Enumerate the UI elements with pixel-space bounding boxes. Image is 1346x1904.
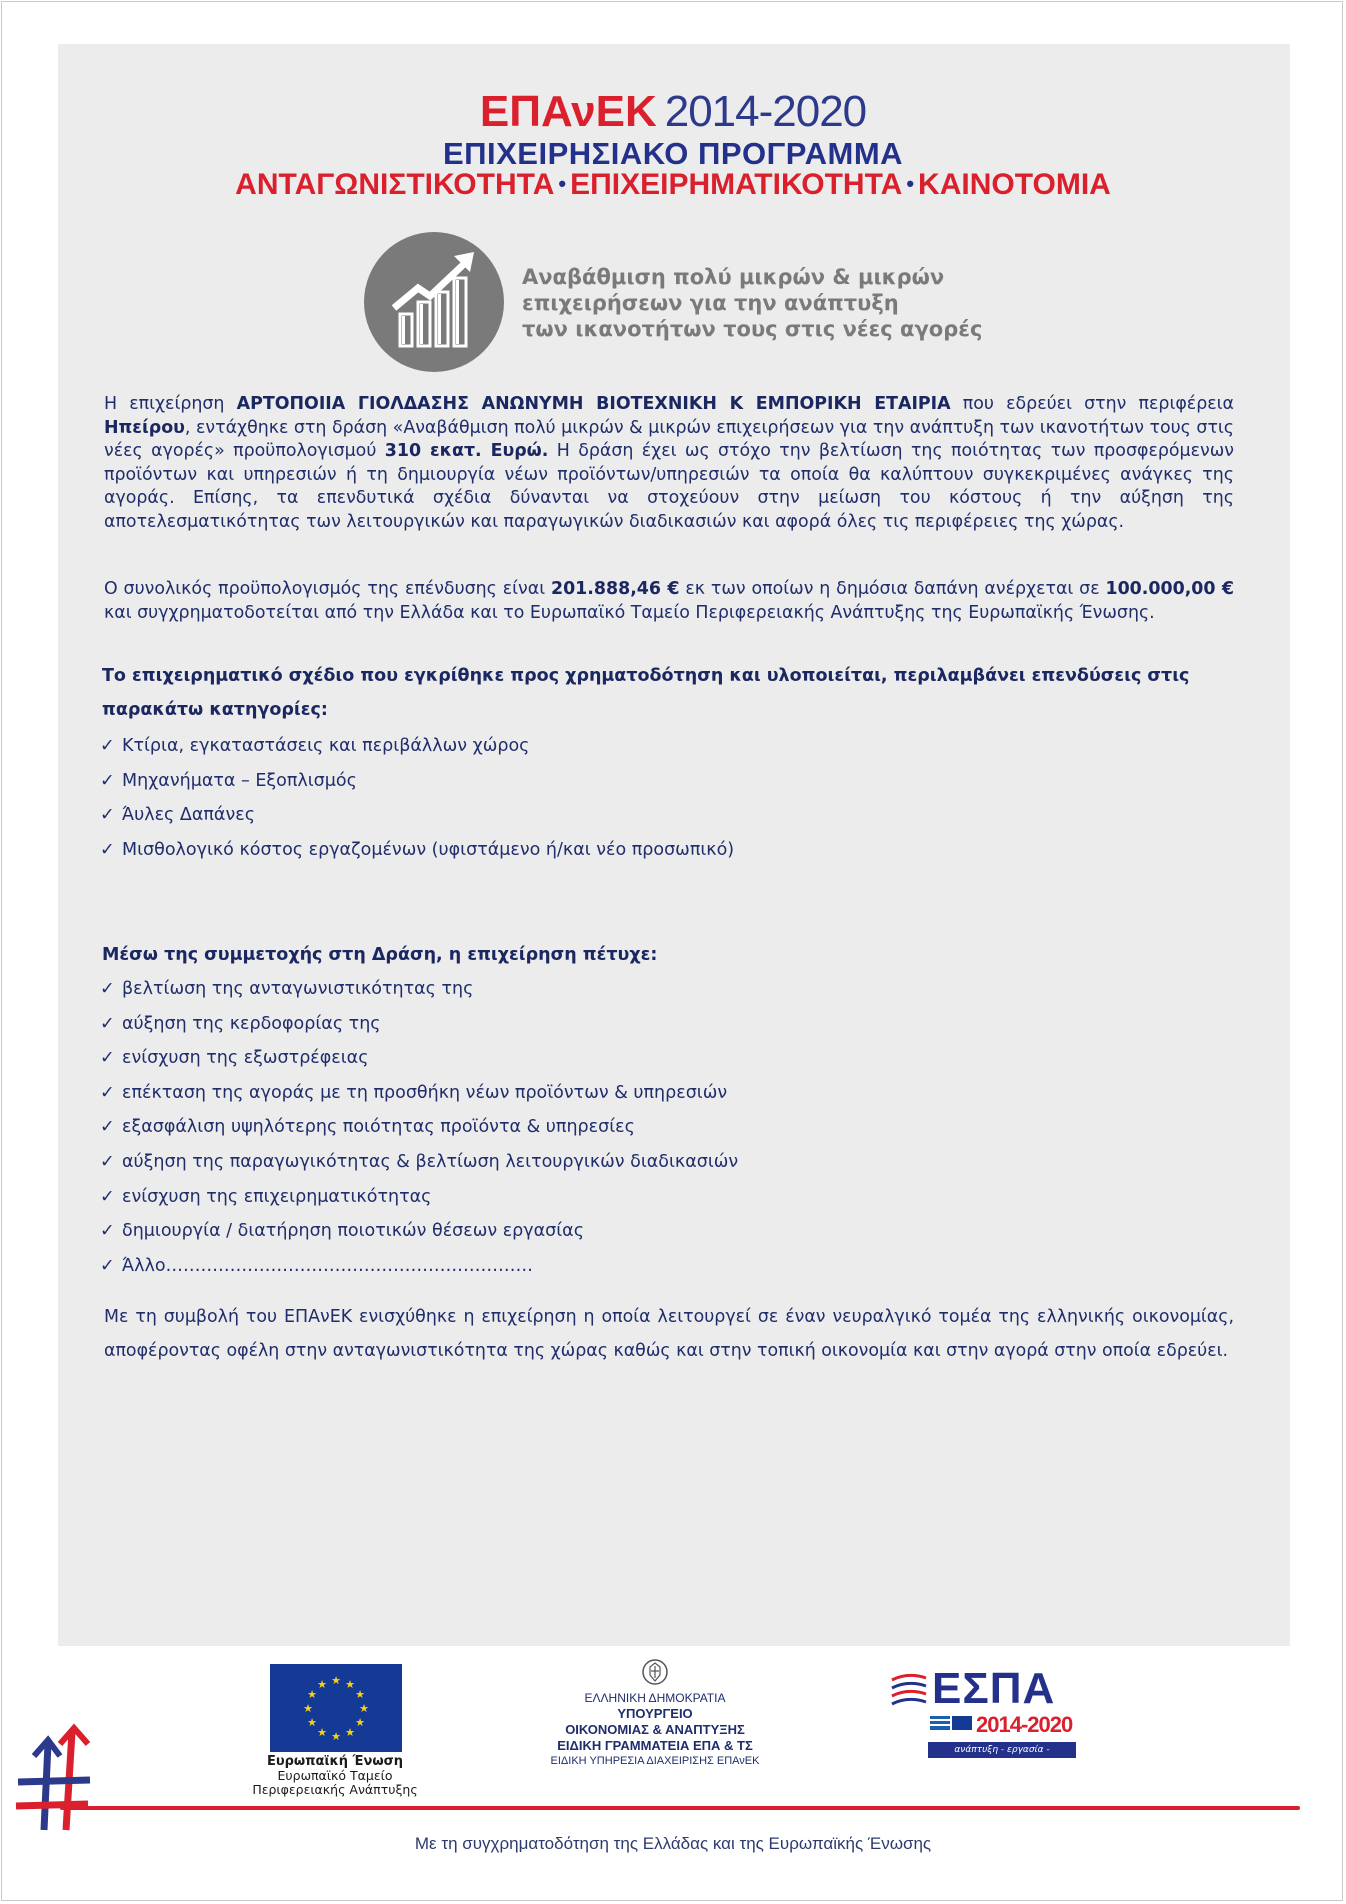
check-icon: ✓ [100, 1255, 115, 1276]
eu-name: Ευρωπαϊκή Ένωση [266, 1754, 404, 1769]
footer-divider [60, 1806, 1300, 1810]
program-title: ΕΠΙΧΕΙΡΗΣΙΑΚΟ ΠΡΟΓΡΑΜΜΑ [442, 136, 904, 171]
results-title: Μέσω της συμμετοχής στη Δράση, η επιχείρηση πέτυχε: [102, 945, 658, 965]
check-icon: ✓ [100, 736, 115, 756]
cofunding-text: Με τη συγχρηματοδότηση της Ελλάδας και της Ευρωπαϊκής Ένωσης [414, 1834, 932, 1853]
action-title-line: Αναβάθμιση πολύ μικρών & μικρών [522, 265, 945, 289]
svg-text:★: ★ [303, 1702, 313, 1715]
program-pillars [0, 168, 1346, 202]
svg-text:★: ★ [307, 1688, 317, 1701]
check-icon: ✓ [100, 805, 115, 826]
greek-emblem-icon [641, 1658, 669, 1686]
svg-text:★: ★ [359, 1702, 369, 1715]
budget-text: Ο συνολικός προϋπολογισμός της επένδυσης είναι [104, 579, 551, 599]
closing-paragraph: Με τη συμβολή του ΕΠΑνΕΚ ενισχύθηκε η επιχείρηση η οποία λειτουργεί σε έναν νευραλγικό τομέα της ελληνικής οικονομίας, αποφέροντας οφέλη στην ανταγωνιστικότητα της χώρας καθώς και στην τοπική οικονομία και στην αγορά στην οποία εδρεύει. [104, 1307, 1234, 1361]
budget-paragraph [104, 578, 1234, 625]
eu-label [240, 1755, 430, 1797]
epanek-logo [0, 86, 1346, 138]
action-title-line: επιχειρήσεων για την ανάπτυξη [522, 291, 899, 315]
check-icon: ✓ [100, 1117, 115, 1138]
list-item [100, 729, 734, 764]
region-name: Ηπείρου [104, 417, 185, 438]
bar-chart-growth-icon [364, 232, 504, 372]
list-item [100, 1249, 738, 1284]
pillar-innovation: ΚΑΙΝΟΤΟΜΙΑ [918, 168, 1111, 201]
hashtag-arrow-icon [14, 1722, 94, 1832]
list-item-text: Άλλο……………………………………………………… [122, 1255, 534, 1276]
intro-text: που εδρεύει στην περιφέρεια [950, 394, 1234, 414]
check-icon: ✓ [100, 1082, 115, 1103]
intro-text: Η δράση έχει ως στόχο την βελτίωση της ποιότητας των προσφερόμενων προϊόντων και υπηρεσιών ή τη δημιουργία νέων προϊόντων/υπηρεσιών τα οποία θα καλύπτουν συγκεκριμένες ανάγκες της αγοράς. Επίσης, τα επενδυτικά σχέδια δύνανται να στοχεύουν στην μείωση του κόστους ή την αύξηση της αποτελεσματικότητας των λειτουργικών και παραγωγικών διαδικασιών και αφορά όλες τις περιφέρειες της χώρας. [104, 441, 1234, 532]
svg-text:★: ★ [317, 1726, 327, 1739]
intro-text: Η επιχείρηση [104, 394, 237, 414]
check-icon: ✓ [100, 1221, 115, 1242]
svg-text:★: ★ [331, 1674, 341, 1687]
list-item [100, 1007, 738, 1042]
check-icon: ✓ [100, 770, 115, 791]
list-item [100, 798, 734, 833]
budget-text: και συγχρηματοδοτείται από την Ελλάδα και το Ευρωπαϊκό Ταμείο Περιφερειακής Ανάπτυξης της Ευρωπαϊκής Ένωσης. [104, 602, 1155, 623]
ministry-line: ΕΙΔΙΚΗ ΓΡΑΜΜΑΤΕΙΑ ΕΠΑ & ΤΣ [557, 1738, 753, 1753]
list-item-text: αύξηση της κερδοφορίας της [122, 1013, 381, 1034]
svg-text:★: ★ [355, 1716, 365, 1729]
check-icon: ✓ [100, 1186, 115, 1207]
list-item [100, 833, 734, 868]
list-item-text: εξασφάλιση υψηλότερης ποιότητας προϊόντα & υπηρεσίες [122, 1117, 635, 1138]
list-item-text: βελτίωση της ανταγωνιστικότητας της [122, 979, 474, 999]
pillar-entrepreneurship: ΕΠΙΧΕΙΡΗΜΑΤΙΚΟΤΗΤΑ [570, 168, 903, 201]
list-item [100, 1041, 738, 1076]
pillar-competitiveness: ΑΝΤΑΓΩΝΙΣΤΙΚΟΤΗΤΑ [235, 168, 555, 201]
espa-swoosh-icon [888, 1670, 928, 1716]
pillar-separator: • [906, 171, 915, 196]
check-icon: ✓ [100, 979, 115, 999]
intro-text: , εντάχθηκε στη δράση «Αναβάθμιση πολύ μικρών & μικρών επιχειρήσεων για την ανάπτυξη των ικανοτήτων τους στις νέες αγορές» προϋπολογισμού [104, 417, 1234, 461]
svg-text:★: ★ [307, 1716, 317, 1729]
check-icon: ✓ [100, 1013, 115, 1034]
list-item [100, 764, 734, 799]
total-budget: 201.888,46 € [550, 579, 680, 599]
company-name: ΑΡΤΟΠΟΙΙΑ ΓΙΟΛΔΑΣΗΣ ΑΝΩΝΥΜΗ ΒΙΟΤΕΧΝΙΚΗ Κ ΕΜΠΟΡΙΚΗ ΕΤΑΙΡΙΑ [236, 394, 951, 414]
action-title-line: των ικανοτήτων τους στις νέες αγορές [522, 317, 983, 341]
list-item [100, 1180, 738, 1215]
intro-paragraph [104, 393, 1234, 534]
espa-tagline: ανάπτυξη - εργασία - αλληλεγγύη [928, 1742, 1076, 1758]
eu-fund-line: Ευρωπαϊκό Ταμείο [277, 1768, 393, 1783]
svg-text:★: ★ [355, 1688, 365, 1701]
svg-text:★: ★ [345, 1678, 355, 1691]
list-item-text: Μηχανήματα – Εξοπλισμός [122, 770, 357, 791]
svg-text:★: ★ [317, 1678, 327, 1691]
list-item-text: αύξηση της παραγωγικότητας & βελτίωση λειτουργικών διαδικασιών [122, 1151, 739, 1172]
categories-title: Το επιχειρηματικό σχέδιο που εγκρίθηκε προς χρηματοδότηση και υλοποιείται, περιλαμβάνει επενδύσεις στις παρακάτω κατηγορίες: [102, 666, 1190, 720]
svg-text:★: ★ [345, 1726, 355, 1739]
svg-text:★: ★ [331, 1730, 341, 1743]
check-icon: ✓ [100, 839, 115, 860]
ministry-logo [520, 1658, 790, 1769]
list-item [100, 1214, 738, 1249]
epanek-brand: ΕΠΑνΕΚ [479, 87, 657, 136]
pillar-separator: • [558, 171, 567, 196]
list-item [100, 1110, 738, 1145]
public-expenditure: 100.000,00 € [1105, 579, 1234, 599]
check-icon: ✓ [100, 1151, 115, 1172]
categories-list [100, 729, 734, 867]
list-item [100, 972, 738, 1007]
espa-word: ΕΣΠΑ [932, 1664, 1056, 1713]
budget-text: εκ των οποίων η δημόσια δαπάνη ανέρχεται σε [679, 579, 1106, 599]
list-item-text: δημιουργία / διατήρηση ποιοτικών θέσεων εργασίας [122, 1221, 584, 1242]
list-item [100, 1145, 738, 1180]
list-item [100, 1076, 738, 1111]
check-icon: ✓ [100, 1048, 115, 1069]
epanek-years: 2014-2020 [664, 87, 867, 136]
list-item-text: Μισθολογικό κόστος εργαζομένων (υφιστάμενο ή/και νέο προσωπικό) [122, 839, 735, 860]
action-title [522, 264, 1082, 342]
list-item-text: ενίσχυση της εξωστρέφειας [122, 1048, 369, 1069]
action-budget: 310 εκατ. Ευρώ. [384, 441, 549, 461]
list-item-text: Άυλες Δαπάνες [122, 805, 255, 826]
list-item-text: επέκταση της αγοράς με τη προσθήκη νέων προϊόντων & υπηρεσιών [122, 1082, 728, 1103]
list-item-text: ενίσχυση της επιχειρηματικότητας [122, 1186, 432, 1207]
list-item-text: Κτίρια, εγκαταστάσεις και περιβάλλων χώρος [122, 736, 530, 756]
results-list [100, 972, 738, 1283]
ministry-line: ΕΙΔΙΚΗ ΥΠΗΡΕΣΙΑ ΔΙΑΧΕΙΡΙΣΗΣ ΕΠΑνΕΚ [550, 1755, 760, 1767]
ministry-line: ΥΠΟΥΡΓΕΙΟ [617, 1706, 693, 1721]
eu-fund-line: Περιφερειακής Ανάπτυξης [252, 1782, 418, 1797]
flags-icon [930, 1716, 972, 1738]
ministry-line: ΕΛΛΗΝΙΚΗ ΔΗΜΟΚΡΑΤΙΑ [584, 1691, 726, 1705]
eu-flag-icon [270, 1664, 402, 1752]
espa-logo [920, 1664, 1080, 1771]
espa-years: 2014-2020 [976, 1712, 1073, 1737]
ministry-line: ΟΙΚΟΝΟΜΙΑΣ & ΑΝΑΠΤΥΞΗΣ [565, 1722, 745, 1737]
